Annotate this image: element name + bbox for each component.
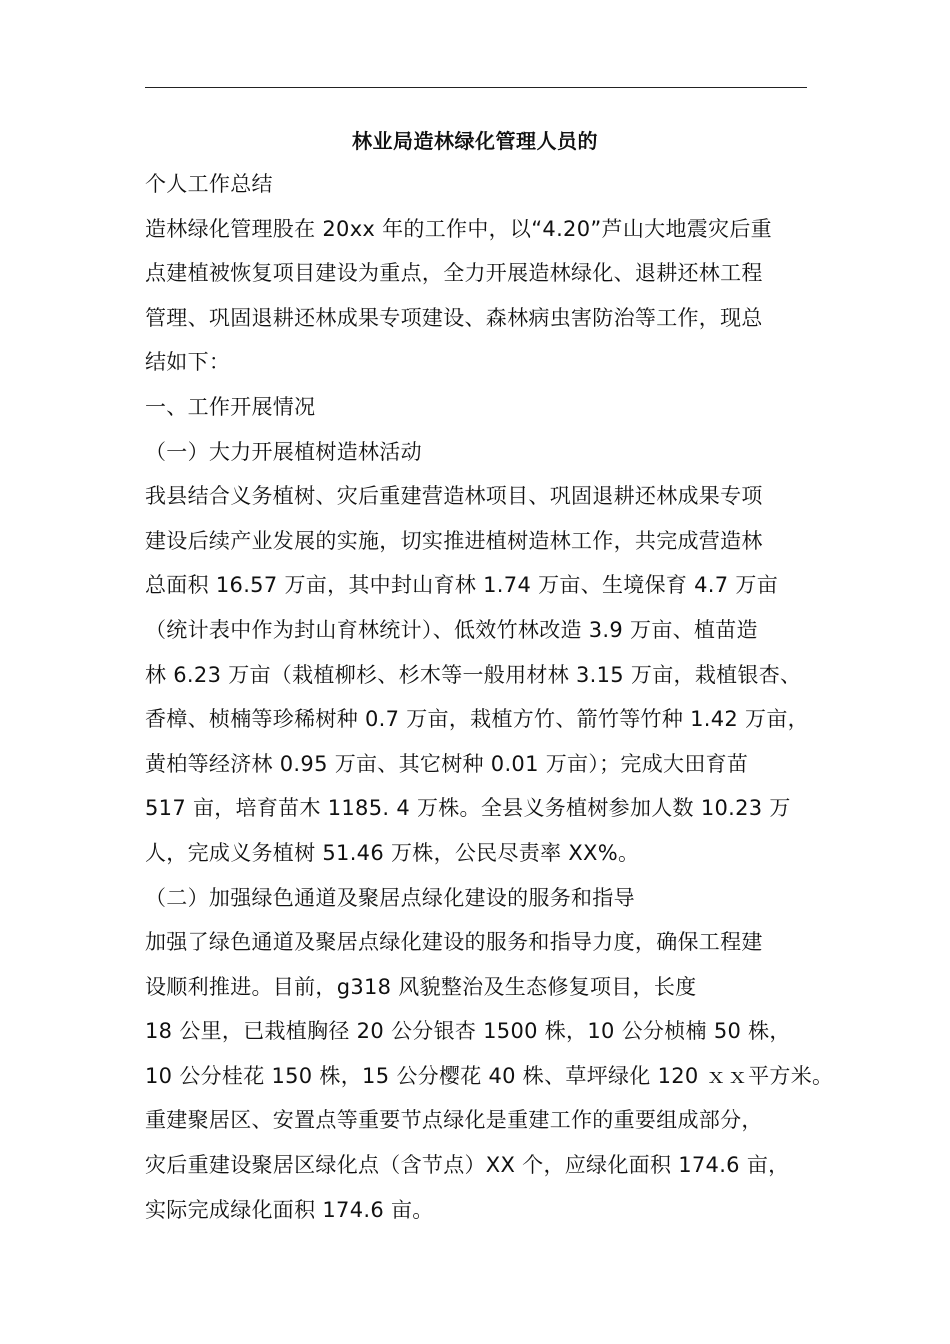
section-heading: 一、工作开展情况: [145, 394, 316, 419]
paragraph-line: 灾后重建设聚居区绿化点（含节点）XX 个，应绿化面积 174.6 亩，: [145, 1153, 790, 1178]
paragraph-line: 实际完成绿化面积 174.6 亩。: [145, 1197, 434, 1222]
paragraph-line: 林 6.23 万亩（栽植柳杉、杉木等一般用材林 3.15 万亩，栽植银杏、: [145, 662, 802, 687]
paragraph-line: 18 公里，已栽植胸径 20 公分银杏 1500 株，10 公分桢楠 50 株，: [145, 1019, 791, 1044]
subtitle-line: 个人工作总结: [145, 172, 273, 196]
header-rule: [145, 87, 807, 88]
paragraph-line: 建设后续产业发展的实施，切实推进植树造林工作，共完成营造林: [145, 528, 763, 553]
subsection-heading: （二）加强绿色通道及聚居点绿化建设的服务和指导: [145, 885, 635, 910]
paragraph-line: 我县结合义务植树、灾后重建营造林项目、巩固退耕还林成果专项: [145, 484, 763, 509]
paragraph-line: 设顺利推进。目前，g318 风貌整治及生态修复项目，长度: [145, 974, 697, 999]
paragraph-line: 重建聚居区、安置点等重要节点绿化是重建工作的重要组成部分，: [145, 1108, 763, 1133]
document-title: 林业局造林绿化管理人员的: [352, 129, 598, 153]
paragraph-line: 香樟、桢楠等珍稀树种 0.7 万亩，栽植方竹、箭竹等竹种 1.42 万亩，: [145, 707, 809, 732]
paragraph-line: 结如下：: [145, 350, 231, 375]
paragraph-line: 管理、巩固退耕还林成果专项建设、森林病虫害防治等工作，现总: [145, 305, 763, 330]
paragraph-line: （统计表中作为封山育林统计）、低效竹林改造 3.9 万亩、植苗造: [145, 617, 758, 642]
paragraph-line: 总面积 16.57 万亩，其中封山育林 1.74 万亩、生境保育 4.7 万亩: [145, 573, 779, 598]
paragraph-line: 10 公分桂花 150 株，15 公分樱花 40 株、草坪绿化 120 ｘｘ平方米。: [145, 1063, 834, 1088]
paragraph-line: 517 亩，培育苗木 1185. 4 万株。全县义务植树参加人数 10.23 万: [145, 796, 791, 821]
paragraph-line: 点建植被恢复项目建设为重点，全力开展造林绿化、退耕还林工程: [145, 261, 763, 286]
paragraph-line: 加强了绿色通道及聚居点绿化建设的服务和指导力度，确保工程建: [145, 930, 763, 955]
paragraph-line: 造林绿化管理股在 20xx 年的工作中，以“4.20”芦山大地震灾后重: [145, 216, 772, 241]
paragraph-line: 黄柏等经济林 0.95 万亩、其它树种 0.01 万亩）；完成大田育苗: [145, 751, 749, 776]
subsection-heading: （一）大力开展植树造林活动: [145, 439, 422, 464]
paragraph-line: 人，完成义务植树 51.46 万株，公民尽责率 XX%。: [145, 840, 640, 865]
document-body: [145, 162, 834, 1232]
